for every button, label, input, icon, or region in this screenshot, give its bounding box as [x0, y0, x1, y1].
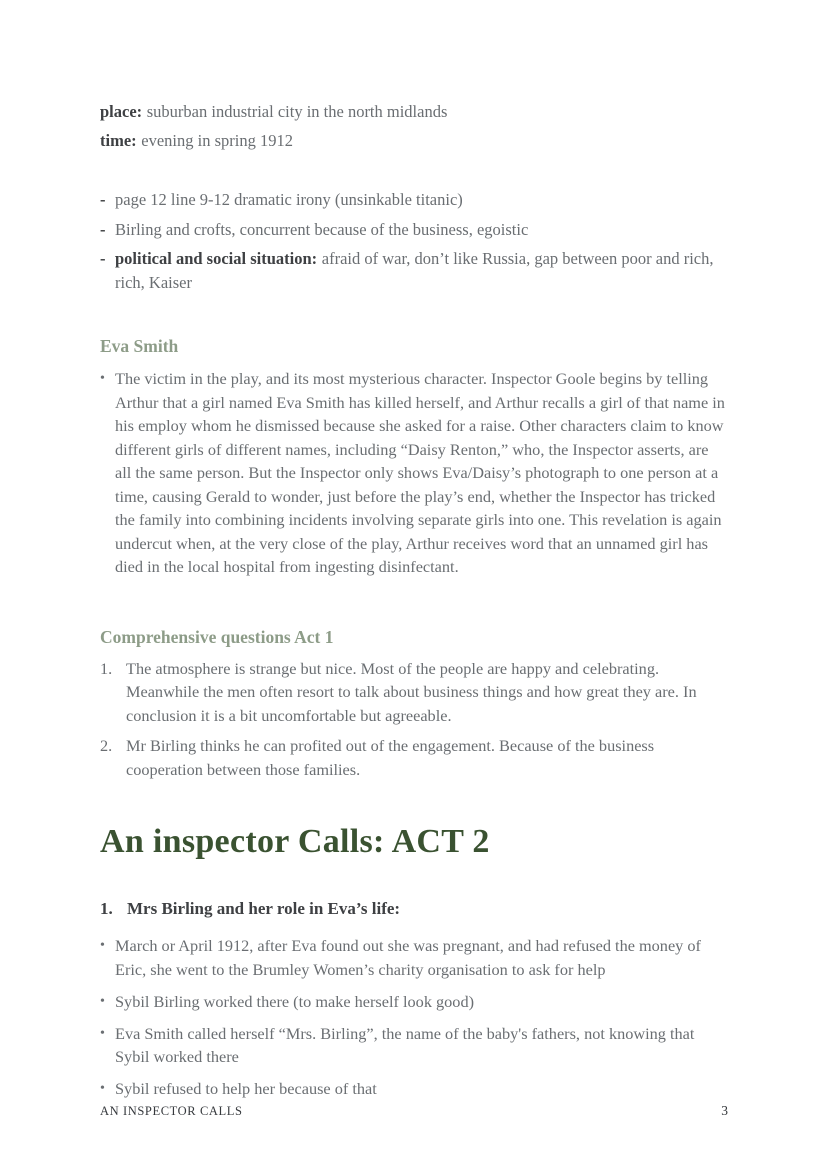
page-content [100, 100, 728, 1109]
note-bold: political and social situation: [115, 249, 318, 268]
time-value: evening in spring 1912 [141, 131, 293, 150]
subheading-mrs-birling [100, 897, 728, 920]
note-text [115, 188, 463, 212]
subheading-number: 1. [100, 899, 113, 918]
list-item [100, 1022, 728, 1069]
list-item [100, 934, 728, 981]
act2-bullet-list [100, 934, 728, 1101]
bullet-icon: • [100, 1025, 105, 1041]
bullet-icon: • [100, 371, 105, 386]
dash-icon: - [100, 219, 106, 239]
list-item [100, 247, 728, 294]
list-item [100, 218, 728, 242]
bullet-icon: • [100, 938, 105, 953]
bullet-text: Eva Smith called herself “Mrs. Birling”, the name of the baby's fathers, not knowing that Sybil worked there [115, 1023, 695, 1066]
item-number: 1. [100, 658, 113, 678]
note-body: Birling and crofts, concurrent because of the business, egoistic [115, 219, 529, 239]
eva-smith-text: The victim in the play, and its most mysterious character. Inspector Goole begins by telling Arthur that a girl named Eva Smith has killed herself, and Arthur recalls a girl of that name in his employ whom he dismissed because she asked for a raise. Other characters claim to know different girls of different names, including “Daisy Renton,” who, the Inspector asserts, are all the same person. But the Inspector only shows Eva/Daisy’s photograph to one person at a time, causing Gerald to wonder, just before the play’s end, whether the Inspector has tricked the family into combining incidents involving separate girls into one. This revelation is again undercut when, at the very close of the play, Arthur receives word that an unnamed girl has died in the local hospital from ingesting disinfectant. [115, 369, 725, 576]
time-label: time: [100, 131, 137, 150]
bullet-icon: • [100, 993, 105, 1009]
section-heading-questions: Comprehensive questions Act 1 [100, 626, 334, 647]
eva-smith-paragraph [100, 367, 728, 579]
questions-list [100, 657, 728, 782]
note-body: afraid of war, don’t like Russia, gap between poor and rich, rich, Kaiser [115, 249, 714, 292]
answer-text: The atmosphere is strange but nice. Most of the people are happy and celebrating. Meanwhile the men often resort to talk about business things and how great they are. In conclusion it is a bit uncomfortable but agreeable. [126, 658, 697, 725]
section-heading-eva-smith: Eva Smith [100, 336, 179, 356]
note-text [115, 218, 528, 242]
bullet-text: Sybil refused to help her because of that [115, 1079, 377, 1098]
dash-icon: - [100, 249, 106, 268]
footer-document-title: AN INSPECTOR CALLS [100, 1104, 243, 1118]
place-line [100, 100, 728, 123]
bullet-icon: • [100, 1081, 105, 1096]
list-item [100, 734, 728, 781]
dash-icon: - [100, 190, 106, 209]
subheading-text: Mrs Birling and her role in Eva’s life: [127, 899, 401, 918]
page-number: 3 [721, 1103, 728, 1118]
note-text [115, 247, 728, 294]
note-body: page 12 line 9-12 dramatic irony (unsinkable titanic) [115, 190, 463, 209]
list-item [100, 1077, 728, 1101]
list-item [100, 990, 728, 1014]
list-item [100, 657, 728, 728]
list-item [100, 188, 728, 212]
place-value: suburban industrial city in the north midlands [146, 102, 448, 121]
place-label: place: [100, 102, 143, 121]
answer-text: Mr Birling thinks he can profited out of the engagement. Because of the business cooperation between those families. [126, 736, 655, 779]
page-footer [100, 1103, 728, 1119]
time-line [100, 129, 728, 152]
page-title-act2: An inspector Calls: ACT 2 [100, 823, 490, 860]
bullet-text: Sybil Birling worked there (to make herself look good) [115, 991, 475, 1011]
item-number: 2. [100, 736, 113, 755]
notes-list [100, 188, 728, 294]
bullet-text: March or April 1912, after Eva found out she was pregnant, and had refused the money of Eric, she went to the Brumley Women’s charity organisation to ask for help [115, 936, 701, 979]
